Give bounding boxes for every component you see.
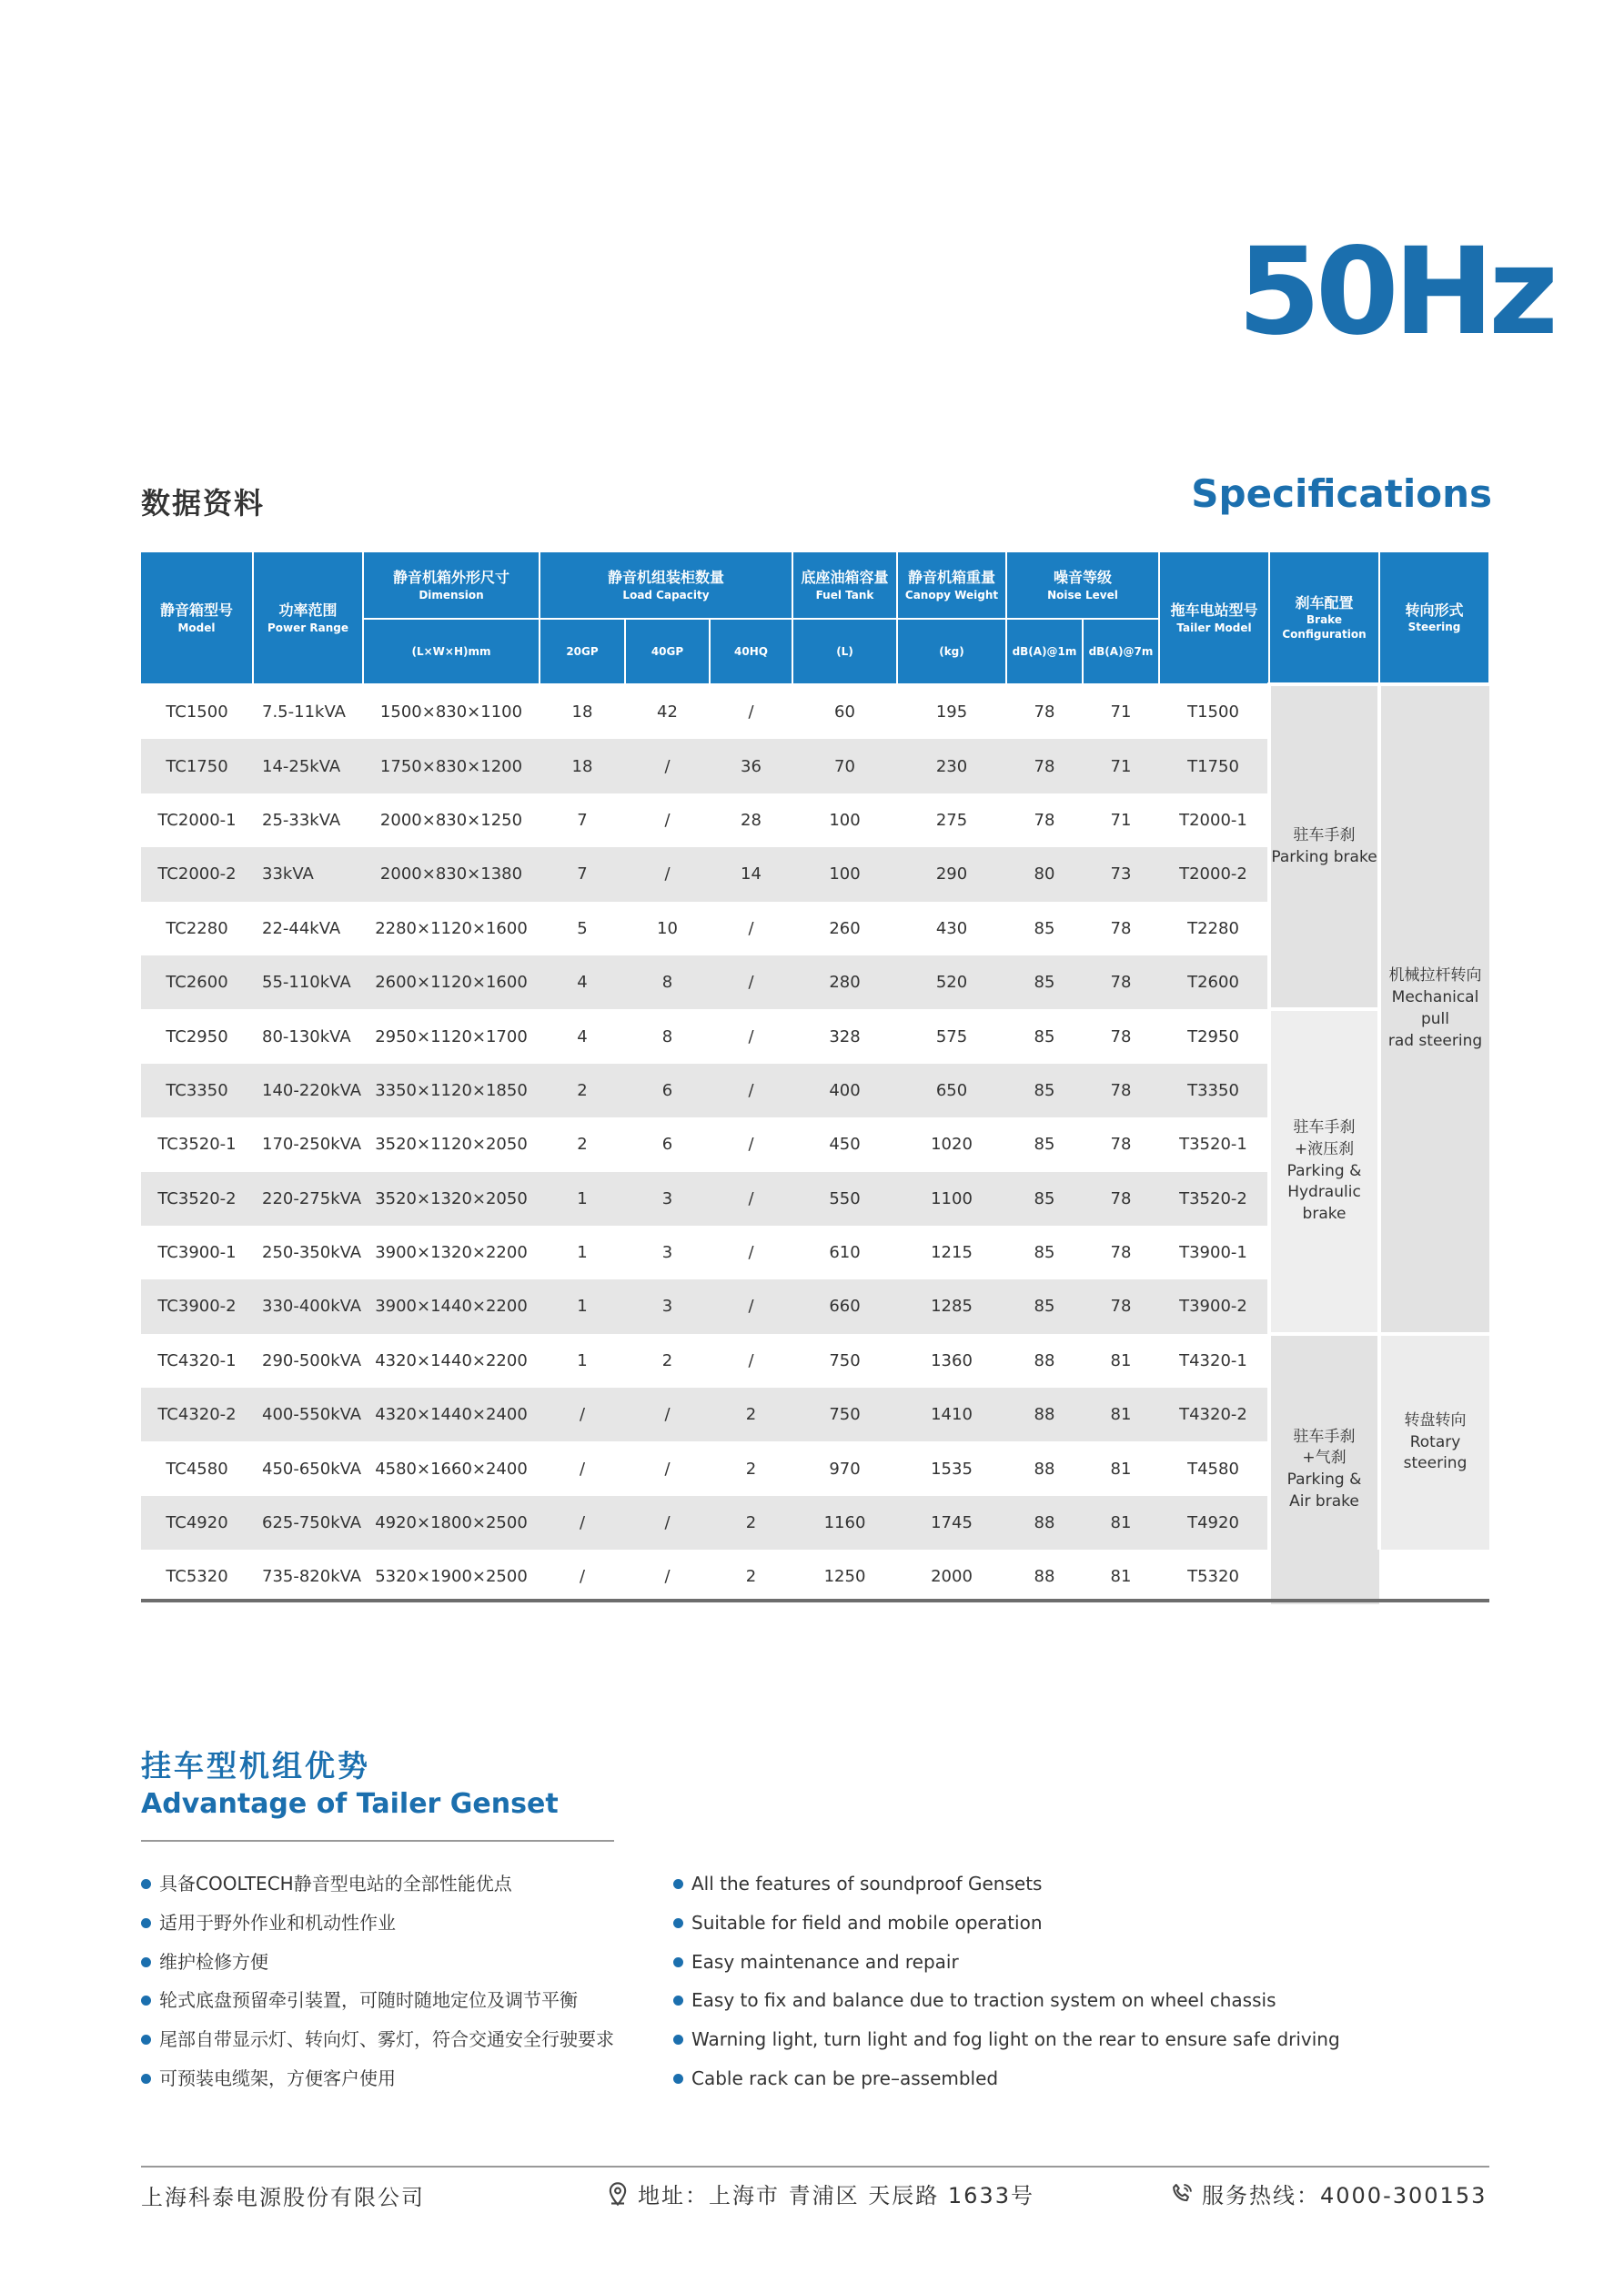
cell-model: TC3350 <box>141 1064 253 1117</box>
cell-load-20gp: 1 <box>540 1279 625 1333</box>
cell-noise-1m: 78 <box>1006 739 1083 793</box>
group-label-cn2: +气刹 <box>1302 1449 1347 1468</box>
cell-load-20gp: 4 <box>540 955 625 1009</box>
header-canopy-weight: 静音机箱重量 Canopy Weight <box>897 552 1006 619</box>
cell-noise-7m: 71 <box>1110 810 1132 830</box>
cell-noise-7m: 81 <box>1110 1567 1132 1587</box>
cell-load-40hq: / <box>748 1135 754 1155</box>
cell-trailer-model: T2000-1 <box>1179 810 1247 830</box>
cell-power-range: 140-220kVA <box>253 1064 363 1117</box>
cell-power-range: 55-110kVA <box>253 955 363 1009</box>
cell-load-40gp: / <box>664 1459 671 1479</box>
cell-dimension: 1750×830×1200 <box>363 739 540 793</box>
cell-noise-7m: 78 <box>1083 1172 1159 1226</box>
cell-noise-7m: 81 <box>1110 1459 1132 1479</box>
cell-noise-7m: 78 <box>1110 1026 1132 1046</box>
cell-load-40gp: 10 <box>657 918 678 938</box>
cell-load-40hq: / <box>710 1172 792 1226</box>
list-item: 适用于野外作业和机动性作业 <box>139 1910 614 1949</box>
footer-hotline-text: 服务热线：4000-300153 <box>1202 2183 1488 2208</box>
cell-dimension: 4320×1440×2200 <box>375 1350 528 1370</box>
table-row <box>141 1334 1489 1388</box>
group-label-cn: 机械拉杆转向 <box>1388 966 1482 985</box>
list-item: 具备COOLTECH静音型电站的全部性能优点 <box>139 1871 614 1910</box>
frequency-title: 50Hz <box>1237 222 1553 362</box>
cell-load-40hq: / <box>710 955 792 1009</box>
cell-load-20gp: / <box>579 1459 586 1479</box>
cell-noise-1m: 85 <box>1034 1135 1055 1155</box>
cell-noise-7m: 81 <box>1083 1388 1159 1441</box>
cell-fuel-tank: 100 <box>829 810 861 830</box>
cell-canopy-weight: 1360 <box>931 1350 973 1370</box>
cell-power-range: 170-250kVA <box>262 1135 362 1155</box>
cell-noise-7m: 78 <box>1110 1243 1132 1263</box>
cell-load-40gp: 3 <box>625 1172 710 1226</box>
steering-cell-empty <box>1379 1550 1489 1603</box>
cell-fuel-tank: 70 <box>792 739 897 793</box>
cell-load-40hq: 14 <box>710 847 792 901</box>
cell-dimension: 3900×1440×2200 <box>363 1279 540 1333</box>
cell-load-40hq: 2 <box>745 1459 757 1479</box>
cell-load-40hq: / <box>748 1026 754 1046</box>
cell-power-range: 330-400kVA <box>253 1279 363 1333</box>
header-load-capacity: 静音机组装柜数量 Load Capacity <box>540 552 792 619</box>
cell-load-40gp: 6 <box>625 1064 710 1117</box>
cell-power-range: 250-350kVA <box>262 1243 362 1263</box>
cell-power-range: 450-650kVA <box>262 1459 362 1479</box>
cell-load-40gp: / <box>625 739 710 793</box>
cell-load-40hq: / <box>748 1350 754 1370</box>
cell-fuel-tank: 1250 <box>823 1567 866 1587</box>
subheader-noise-7m: dB(A)@7m <box>1083 619 1159 684</box>
cell-load-20gp: / <box>540 1496 625 1550</box>
advantage-title-cn: 挂车型机组优势 <box>141 1748 370 1784</box>
cell-trailer-model: T2950 <box>1187 1026 1239 1046</box>
cell-power-range: 400-550kVA <box>253 1388 363 1441</box>
cell-trailer-model: T4320-1 <box>1179 1350 1247 1370</box>
cell-dimension: 4920×1800×2500 <box>363 1496 540 1550</box>
cell-load-40hq: 36 <box>710 739 792 793</box>
phone-icon <box>1169 2181 1195 2207</box>
cell-model: TC3520-1 <box>157 1135 237 1155</box>
cell-canopy-weight: 195 <box>935 702 968 723</box>
cell-dimension: 2600×1120×1600 <box>363 955 540 1009</box>
brake-configuration-cell <box>1269 1009 1379 1333</box>
cell-load-40gp: / <box>625 1496 710 1550</box>
cell-noise-7m: 71 <box>1110 702 1132 723</box>
group-label-en: Parking & <box>1286 1470 1362 1490</box>
cell-load-20gp: 18 <box>571 702 593 723</box>
cell-load-20gp: 7 <box>577 810 588 830</box>
cell-noise-1m: 85 <box>1034 1026 1055 1046</box>
cell-power-range: 14-25kVA <box>253 739 363 793</box>
cell-load-40hq: / <box>710 1279 792 1333</box>
table-bottom-rule <box>141 1599 1489 1602</box>
header-model: 静音箱型号 Model <box>141 552 253 684</box>
cell-canopy-weight: 520 <box>897 955 1006 1009</box>
cell-noise-7m: 73 <box>1083 847 1159 901</box>
footer-divider <box>141 2166 1489 2168</box>
cell-load-40gp: 2 <box>661 1350 673 1370</box>
cell-model: TC3520-2 <box>141 1172 253 1226</box>
cell-noise-1m: 85 <box>1006 955 1083 1009</box>
table-row <box>141 684 1489 739</box>
cell-load-40gp: 42 <box>657 702 678 723</box>
advantage-list-en <box>671 1871 1340 2105</box>
cell-load-20gp: 1 <box>577 1243 588 1263</box>
footer-address <box>605 2178 1034 2209</box>
cell-noise-7m: 71 <box>1083 739 1159 793</box>
cell-canopy-weight: 1410 <box>897 1388 1006 1441</box>
cell-model: TC1750 <box>141 739 253 793</box>
specifications-table <box>141 552 1490 1604</box>
cell-fuel-tank: 260 <box>829 918 861 938</box>
cell-noise-7m: 81 <box>1083 1496 1159 1550</box>
cell-dimension: 2950×1120×1700 <box>375 1026 528 1046</box>
header-brake: 刹车配置 Brake Configuration <box>1269 552 1379 684</box>
cell-noise-1m: 80 <box>1006 847 1083 901</box>
cell-noise-1m: 85 <box>1034 1243 1055 1263</box>
subheader-20gp: 20GP <box>540 619 625 684</box>
cell-fuel-tank: 450 <box>829 1135 861 1155</box>
cell-model: TC2000-1 <box>157 810 237 830</box>
header-dimension: 静音机箱外形尺寸 Dimension <box>363 552 540 619</box>
cell-dimension: 3520×1120×2050 <box>375 1135 528 1155</box>
cell-noise-7m: 78 <box>1110 918 1132 938</box>
cell-load-40hq: 2 <box>745 1567 757 1587</box>
group-label-cn: 驻车手刹 <box>1293 1118 1356 1137</box>
cell-noise-1m: 85 <box>1034 918 1055 938</box>
cell-fuel-tank: 750 <box>829 1350 861 1370</box>
cell-fuel-tank: 1160 <box>792 1496 897 1550</box>
group-label-en: Mechanical pull <box>1391 988 1479 1028</box>
cell-dimension: 4580×1660×2400 <box>375 1459 528 1479</box>
cell-load-40hq: 2 <box>710 1496 792 1550</box>
cell-fuel-tank: 660 <box>792 1279 897 1333</box>
header-power: 功率范围 Power Range <box>253 552 363 684</box>
group-label-en2: Air brake <box>1289 1491 1359 1511</box>
cell-power-range: 7.5-11kVA <box>262 702 346 723</box>
cell-model: TC2000-2 <box>141 847 253 901</box>
cell-power-range: 735-820kVA <box>262 1567 362 1587</box>
cell-trailer-model: T4920 <box>1159 1496 1269 1550</box>
cell-canopy-weight: 575 <box>935 1026 968 1046</box>
cell-model: TC2950 <box>166 1026 228 1046</box>
cell-trailer-model: T3350 <box>1159 1064 1269 1117</box>
footer-address-text: 地址：上海市 青浦区 天辰路 1633号 <box>638 2183 1034 2208</box>
cell-load-40gp: / <box>625 1388 710 1441</box>
group-label-en: Rotary steering <box>1403 1432 1468 1473</box>
cell-model: TC3900-2 <box>141 1279 253 1333</box>
cell-trailer-model: T3900-1 <box>1179 1243 1247 1263</box>
group-label-en2: Hydraulic brake <box>1287 1183 1361 1224</box>
cell-dimension: 3900×1320×2200 <box>375 1243 528 1263</box>
cell-model: TC2280 <box>166 918 228 938</box>
cell-noise-7m: 78 <box>1083 955 1159 1009</box>
cell-noise-1m: 78 <box>1034 702 1055 723</box>
subheader-40gp: 40GP <box>625 619 710 684</box>
cell-model: TC5320 <box>166 1567 228 1587</box>
cell-canopy-weight: 1535 <box>931 1459 973 1479</box>
cell-canopy-weight: 430 <box>935 918 968 938</box>
cell-canopy-weight: 1745 <box>897 1496 1006 1550</box>
footer-hotline <box>1169 2178 1487 2209</box>
cell-dimension: 4320×1440×2400 <box>363 1388 540 1441</box>
cell-fuel-tank: 100 <box>792 847 897 901</box>
cell-load-20gp: 18 <box>540 739 625 793</box>
cell-noise-7m: 78 <box>1083 1279 1159 1333</box>
subheader-fuel-unit: (L) <box>792 619 897 684</box>
cell-fuel-tank: 750 <box>792 1388 897 1441</box>
list-item: Warning light, turn light and fog light on the rear to ensure safe driving <box>671 2026 1340 2066</box>
cell-load-40hq: 2 <box>710 1388 792 1441</box>
cell-load-40gp: / <box>664 1567 671 1587</box>
cell-load-40hq: / <box>748 918 754 938</box>
cell-power-range: 220-275kVA <box>253 1172 363 1226</box>
cell-canopy-weight: 1020 <box>931 1135 973 1155</box>
section-title-cn: 数据资料 <box>141 486 266 520</box>
cell-model: TC1500 <box>166 702 228 723</box>
cell-fuel-tank: 550 <box>792 1172 897 1226</box>
cell-noise-7m: 78 <box>1110 1135 1132 1155</box>
cell-noise-7m: 81 <box>1110 1350 1132 1370</box>
subheader-weight-unit: (kg) <box>897 619 1006 684</box>
cell-power-range: 22-44kVA <box>262 918 341 938</box>
cell-load-40gp: / <box>625 847 710 901</box>
cell-load-40hq: / <box>748 1243 754 1263</box>
header-trailer-model: 拖车电站型号 Tailer Model <box>1159 552 1269 684</box>
cell-load-40gp: 3 <box>625 1279 710 1333</box>
cell-model: TC2600 <box>141 955 253 1009</box>
cell-dimension: 1500×830×1100 <box>379 702 523 723</box>
cell-power-range: 80-130kVA <box>262 1026 351 1046</box>
cell-load-20gp: 4 <box>577 1026 588 1046</box>
cell-canopy-weight: 1100 <box>897 1172 1006 1226</box>
cell-noise-1m: 88 <box>1006 1496 1083 1550</box>
cell-load-20gp: 1 <box>577 1350 588 1370</box>
header-noise-level: 噪音等级 Noise Level <box>1006 552 1159 619</box>
cell-dimension: 2000×830×1250 <box>379 810 523 830</box>
cell-load-20gp: / <box>540 1388 625 1441</box>
subheader-dimension-unit: (L×W×H)mm <box>363 619 540 684</box>
cell-power-range: 625-750kVA <box>253 1496 363 1550</box>
cell-model: TC3900-1 <box>157 1243 237 1263</box>
cell-noise-1m: 88 <box>1006 1388 1083 1441</box>
group-label-en2: rad steering <box>1387 1031 1483 1050</box>
cell-noise-1m: 78 <box>1034 810 1055 830</box>
cell-trailer-model: T4580 <box>1187 1459 1239 1479</box>
cell-dimension: 2280×1120×1600 <box>375 918 528 938</box>
cell-canopy-weight: 1285 <box>897 1279 1006 1333</box>
list-item: All the features of soundproof Gensets <box>671 1871 1340 1910</box>
cell-fuel-tank: 328 <box>829 1026 861 1046</box>
list-item: Cable rack can be pre–assembled <box>671 2066 1340 2105</box>
cell-canopy-weight: 2000 <box>931 1567 973 1587</box>
cell-noise-1m: 88 <box>1034 1350 1055 1370</box>
cell-trailer-model: T1750 <box>1159 739 1269 793</box>
cell-model: TC4580 <box>166 1459 228 1479</box>
list-item: Suitable for field and mobile operation <box>671 1910 1340 1949</box>
advantage-list-cn <box>139 1871 614 2105</box>
cell-model: TC4920 <box>141 1496 253 1550</box>
section-title-en: Specifications <box>1191 471 1492 516</box>
steering-cell <box>1379 1334 1489 1551</box>
cell-load-20gp: 5 <box>577 918 588 938</box>
cell-load-40hq: / <box>748 702 754 723</box>
cell-noise-1m: 88 <box>1034 1567 1055 1587</box>
cell-dimension: 5320×1900×2500 <box>375 1567 528 1587</box>
cell-fuel-tank: 400 <box>792 1064 897 1117</box>
header-fuel-tank: 底座油箱容量 Fuel Tank <box>792 552 897 619</box>
cell-noise-1m: 85 <box>1006 1172 1083 1226</box>
list-item: 可预装电缆架，方便客户使用 <box>139 2066 614 2105</box>
cell-load-20gp: 2 <box>540 1064 625 1117</box>
cell-fuel-tank: 610 <box>829 1243 861 1263</box>
cell-canopy-weight: 290 <box>897 847 1006 901</box>
group-label-cn2: +液压刹 <box>1294 1139 1355 1158</box>
cell-fuel-tank: 970 <box>829 1459 861 1479</box>
cell-power-range: 25-33kVA <box>262 810 341 830</box>
list-item: 维护检修方便 <box>139 1949 614 1988</box>
cell-trailer-model: T3520-1 <box>1179 1135 1247 1155</box>
group-label-en: Parking brake <box>1271 847 1377 866</box>
cell-trailer-model: T4320-2 <box>1159 1388 1269 1441</box>
footer-company: 上海科泰电源股份有限公司 <box>141 2185 425 2210</box>
cell-trailer-model: T2280 <box>1187 918 1239 938</box>
cell-power-range: 290-500kVA <box>262 1350 362 1370</box>
cell-model: TC4320-1 <box>157 1350 237 1370</box>
steering-cell <box>1379 684 1489 1334</box>
cell-load-40gp: 8 <box>625 955 710 1009</box>
brake-configuration-cell <box>1269 684 1379 1009</box>
cell-noise-1m: 88 <box>1034 1459 1055 1479</box>
cell-noise-1m: 85 <box>1006 1279 1083 1333</box>
cell-load-40gp: 3 <box>661 1243 673 1263</box>
cell-model: TC4320-2 <box>141 1388 253 1441</box>
group-label-cn: 驻车手刹 <box>1293 1427 1356 1446</box>
cell-load-40gp: 6 <box>661 1135 673 1155</box>
table-body <box>141 684 1489 1604</box>
cell-dimension: 3350×1120×1850 <box>363 1064 540 1117</box>
header-steering: 转向形式 Steering <box>1379 552 1489 684</box>
list-item: 尾部自带显示灯、转向灯、雾灯，符合交通安全行驶要求 <box>139 2026 614 2066</box>
subheader-40hq: 40HQ <box>710 619 792 684</box>
subheader-noise-1m: dB(A)@1m <box>1006 619 1083 684</box>
cell-canopy-weight: 650 <box>897 1064 1006 1117</box>
group-label-cn: 转盘转向 <box>1404 1410 1467 1430</box>
cell-trailer-model: T5320 <box>1187 1567 1239 1587</box>
cell-load-40gp: 8 <box>661 1026 673 1046</box>
cell-power-range: 33kVA <box>253 847 363 901</box>
cell-canopy-weight: 230 <box>897 739 1006 793</box>
advantage-divider <box>141 1840 614 1842</box>
location-pin-icon <box>605 2181 630 2207</box>
cell-load-20gp: 1 <box>540 1172 625 1226</box>
cell-canopy-weight: 275 <box>935 810 968 830</box>
cell-trailer-model: T1500 <box>1187 702 1239 723</box>
list-item: 轮式底盘预留牵引装置，可随时随地定位及调节平衡 <box>139 1987 614 2026</box>
cell-load-40hq: 28 <box>741 810 762 830</box>
cell-load-20gp: 7 <box>540 847 625 901</box>
cell-dimension: 3520×1320×2050 <box>363 1172 540 1226</box>
cell-load-40hq: / <box>710 1064 792 1117</box>
cell-fuel-tank: 60 <box>834 702 855 723</box>
cell-trailer-model: T3900-2 <box>1159 1279 1269 1333</box>
list-item: Easy to fix and balance due to traction system on wheel chassis <box>671 1987 1340 2026</box>
advantage-title-en: Advantage of Tailer Genset <box>141 1788 559 1820</box>
table-row <box>141 1009 1489 1063</box>
cell-trailer-model: T3520-2 <box>1159 1172 1269 1226</box>
cell-load-40gp: / <box>664 810 671 830</box>
cell-noise-1m: 85 <box>1006 1064 1083 1117</box>
cell-noise-7m: 78 <box>1083 1064 1159 1117</box>
list-item: Easy maintenance and repair <box>671 1949 1340 1988</box>
cell-dimension: 2000×830×1380 <box>363 847 540 901</box>
cell-trailer-model: T2600 <box>1159 955 1269 1009</box>
cell-load-20gp: 2 <box>577 1135 588 1155</box>
brake-configuration-cell <box>1269 1334 1379 1604</box>
group-label-cn: 驻车手刹 <box>1293 825 1356 844</box>
cell-load-20gp: / <box>579 1567 586 1587</box>
cell-canopy-weight: 1215 <box>931 1243 973 1263</box>
cell-fuel-tank: 280 <box>792 955 897 1009</box>
cell-trailer-model: T2000-2 <box>1159 847 1269 901</box>
group-label-en: Parking & <box>1286 1161 1362 1180</box>
